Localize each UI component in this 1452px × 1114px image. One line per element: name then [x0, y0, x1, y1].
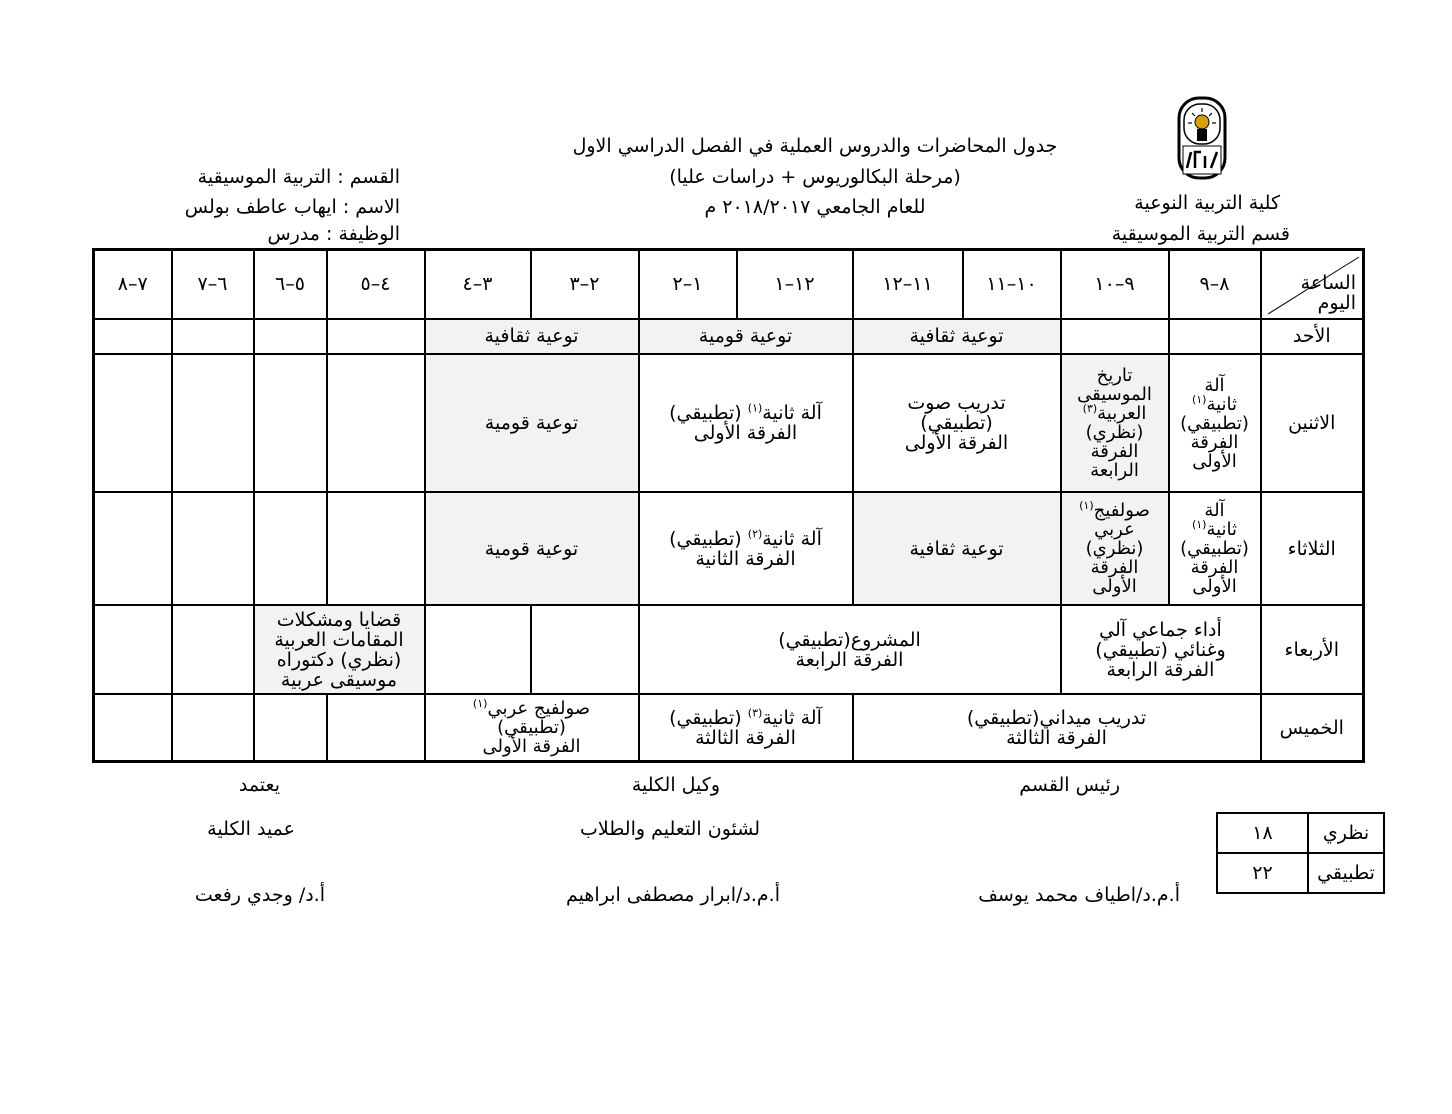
academic-year: للعام الجامعي ٢٠١٨/٢٠١٧ م	[704, 196, 926, 218]
totals-table	[1216, 812, 1385, 894]
hour-header: ٤–٥	[327, 250, 425, 319]
empty-cell	[254, 319, 327, 354]
hour-header: ٥–٦	[254, 250, 327, 319]
schedule-title: جدول المحاضرات والدروس العملية في الفصل الدراسي الاول	[572, 135, 1058, 157]
theory-total-row	[1217, 813, 1384, 853]
hour-header: ١٢–١	[737, 250, 853, 319]
empty-cell	[531, 605, 639, 694]
sunday-row	[94, 319, 1364, 354]
hours-header-row	[94, 250, 1364, 319]
day-label: الاثنين	[1261, 354, 1364, 493]
empty-cell	[94, 492, 172, 604]
empty-cell	[172, 694, 254, 761]
monday-row	[94, 354, 1364, 493]
hour-header: ٧–٨	[94, 250, 172, 319]
wednesday-row	[94, 605, 1364, 694]
corner-hour-label: الساعة	[1300, 272, 1356, 294]
hour-header: ٩–١٠	[1061, 250, 1169, 319]
empty-cell	[425, 605, 531, 694]
day-label: الثلاثاء	[1261, 492, 1364, 604]
class-cell: تدريب صوت (تطبيقي) الفرقة الأولى	[853, 354, 1061, 493]
instructor-name: الاسم : ايهاب عاطف بولس	[184, 196, 400, 218]
empty-cell	[327, 319, 425, 354]
hour-header: ٨–٩	[1169, 250, 1261, 319]
schedule-table	[92, 248, 1365, 763]
class-cell: توعية ثقافية	[425, 319, 639, 354]
hour-header: ١٠–١١	[963, 250, 1061, 319]
class-cell: توعية قومية	[425, 492, 639, 604]
class-cell: توعية قومية	[425, 354, 639, 493]
schedule-subtitle: (مرحلة البكالوريوس + دراسات عليا)	[669, 166, 961, 188]
head-of-dept-title: رئيس القسم	[1019, 774, 1120, 796]
hour-header: ٣–٤	[425, 250, 531, 319]
class-cell: قضايا ومشكلات المقامات العربية (نظري) دكتوراه موسيقى عربية	[254, 605, 425, 694]
hour-header: ١–٢	[639, 250, 737, 319]
empty-cell	[94, 694, 172, 761]
dean-title: عميد الكلية	[207, 818, 295, 840]
practical-value: ٢٢	[1217, 853, 1308, 893]
empty-cell	[1061, 319, 1169, 354]
class-cell: آلة ثانية$^{(٣)}$ (تطبيقي) الفرقة الثالثة	[639, 694, 853, 761]
dean-name: أ.د/ وجدي رفعت	[194, 884, 325, 906]
day-label: الأربعاء	[1261, 605, 1364, 694]
class-cell: تدريب ميداني(تطبيقي) الفرقة الثالثة	[853, 694, 1261, 761]
empty-cell	[172, 492, 254, 604]
class-cell: آلة ثانية$^{(١)}$ (تطبيقي) الفرقة الأولى	[1169, 354, 1261, 493]
class-cell: توعية ثقافية	[853, 319, 1061, 354]
class-cell: صولفيج$^{(١)}$ عربي (نظري) الفرقة الأولى	[1061, 492, 1169, 604]
class-cell: تاريخ الموسيقى العربية$^{(٣)}$ (نظري) الفرقة الرابعة	[1061, 354, 1169, 493]
theory-label: نظري	[1308, 813, 1384, 853]
empty-cell	[94, 354, 172, 493]
class-cell: المشروع(تطبيقي) الفرقة الرابعة	[639, 605, 1061, 694]
dept-label: القسم : التربية الموسيقية	[197, 166, 400, 188]
empty-cell	[94, 319, 172, 354]
job-title: الوظيفة : مدرس	[267, 223, 400, 245]
hour-header: ٢–٣	[531, 250, 639, 319]
tuesday-row	[94, 492, 1364, 604]
empty-cell	[327, 492, 425, 604]
vice-dean-title: وكيل الكلية	[631, 774, 720, 796]
empty-cell	[327, 694, 425, 761]
corner-cell	[1261, 250, 1364, 319]
faculty-name: كلية التربية النوعية	[1134, 192, 1280, 214]
empty-cell	[254, 492, 327, 604]
class-cell: أداء جماعي آلي وغنائي (تطبيقي) الفرقة الرابعة	[1061, 605, 1261, 694]
vice-dean-subtitle: لشئون التعليم والطلاب	[579, 818, 760, 840]
department-name: قسم التربية الموسيقية	[1111, 223, 1290, 245]
theory-value: ١٨	[1217, 813, 1308, 853]
empty-cell	[172, 354, 254, 493]
day-label: الأحد	[1261, 319, 1364, 354]
day-label: الخميس	[1261, 694, 1364, 761]
class-cell: آلة ثانية$^{(١)}$ (تطبيقي) الفرقة الأولى	[1169, 492, 1261, 604]
corner-day-label: اليوم	[1317, 292, 1356, 314]
class-cell: صولفيج عربي$^{(١)}$ (تطبيقي) الفرقة الأولى	[425, 694, 639, 761]
class-cell: آلة ثانية$^{(١)}$ (تطبيقي) الفرقة الأولى	[639, 354, 853, 493]
practical-label: تطبيقي	[1308, 853, 1384, 893]
empty-cell	[172, 605, 254, 694]
empty-cell	[94, 605, 172, 694]
empty-cell	[1169, 319, 1261, 354]
empty-cell	[172, 319, 254, 354]
class-cell: توعية قومية	[639, 319, 853, 354]
empty-cell	[254, 694, 327, 761]
empty-cell	[254, 354, 327, 493]
head-of-dept-name: أ.م.د/اطياف محمد يوسف	[978, 884, 1180, 906]
hour-header: ٦–٧	[172, 250, 254, 319]
vice-dean-name: أ.م.د/ابرار مصطفى ابراهيم	[566, 884, 780, 906]
class-cell: توعية ثقافية	[853, 492, 1061, 604]
empty-cell	[327, 354, 425, 493]
hour-header: ١١–١٢	[853, 250, 963, 319]
thursday-row	[94, 694, 1364, 761]
approve-label: يعتمد	[238, 774, 280, 796]
practical-total-row	[1217, 853, 1384, 893]
university-logo	[1177, 96, 1227, 180]
class-cell: آلة ثانية$^{(٢)}$ (تطبيقي) الفرقة الثانية	[639, 492, 853, 604]
